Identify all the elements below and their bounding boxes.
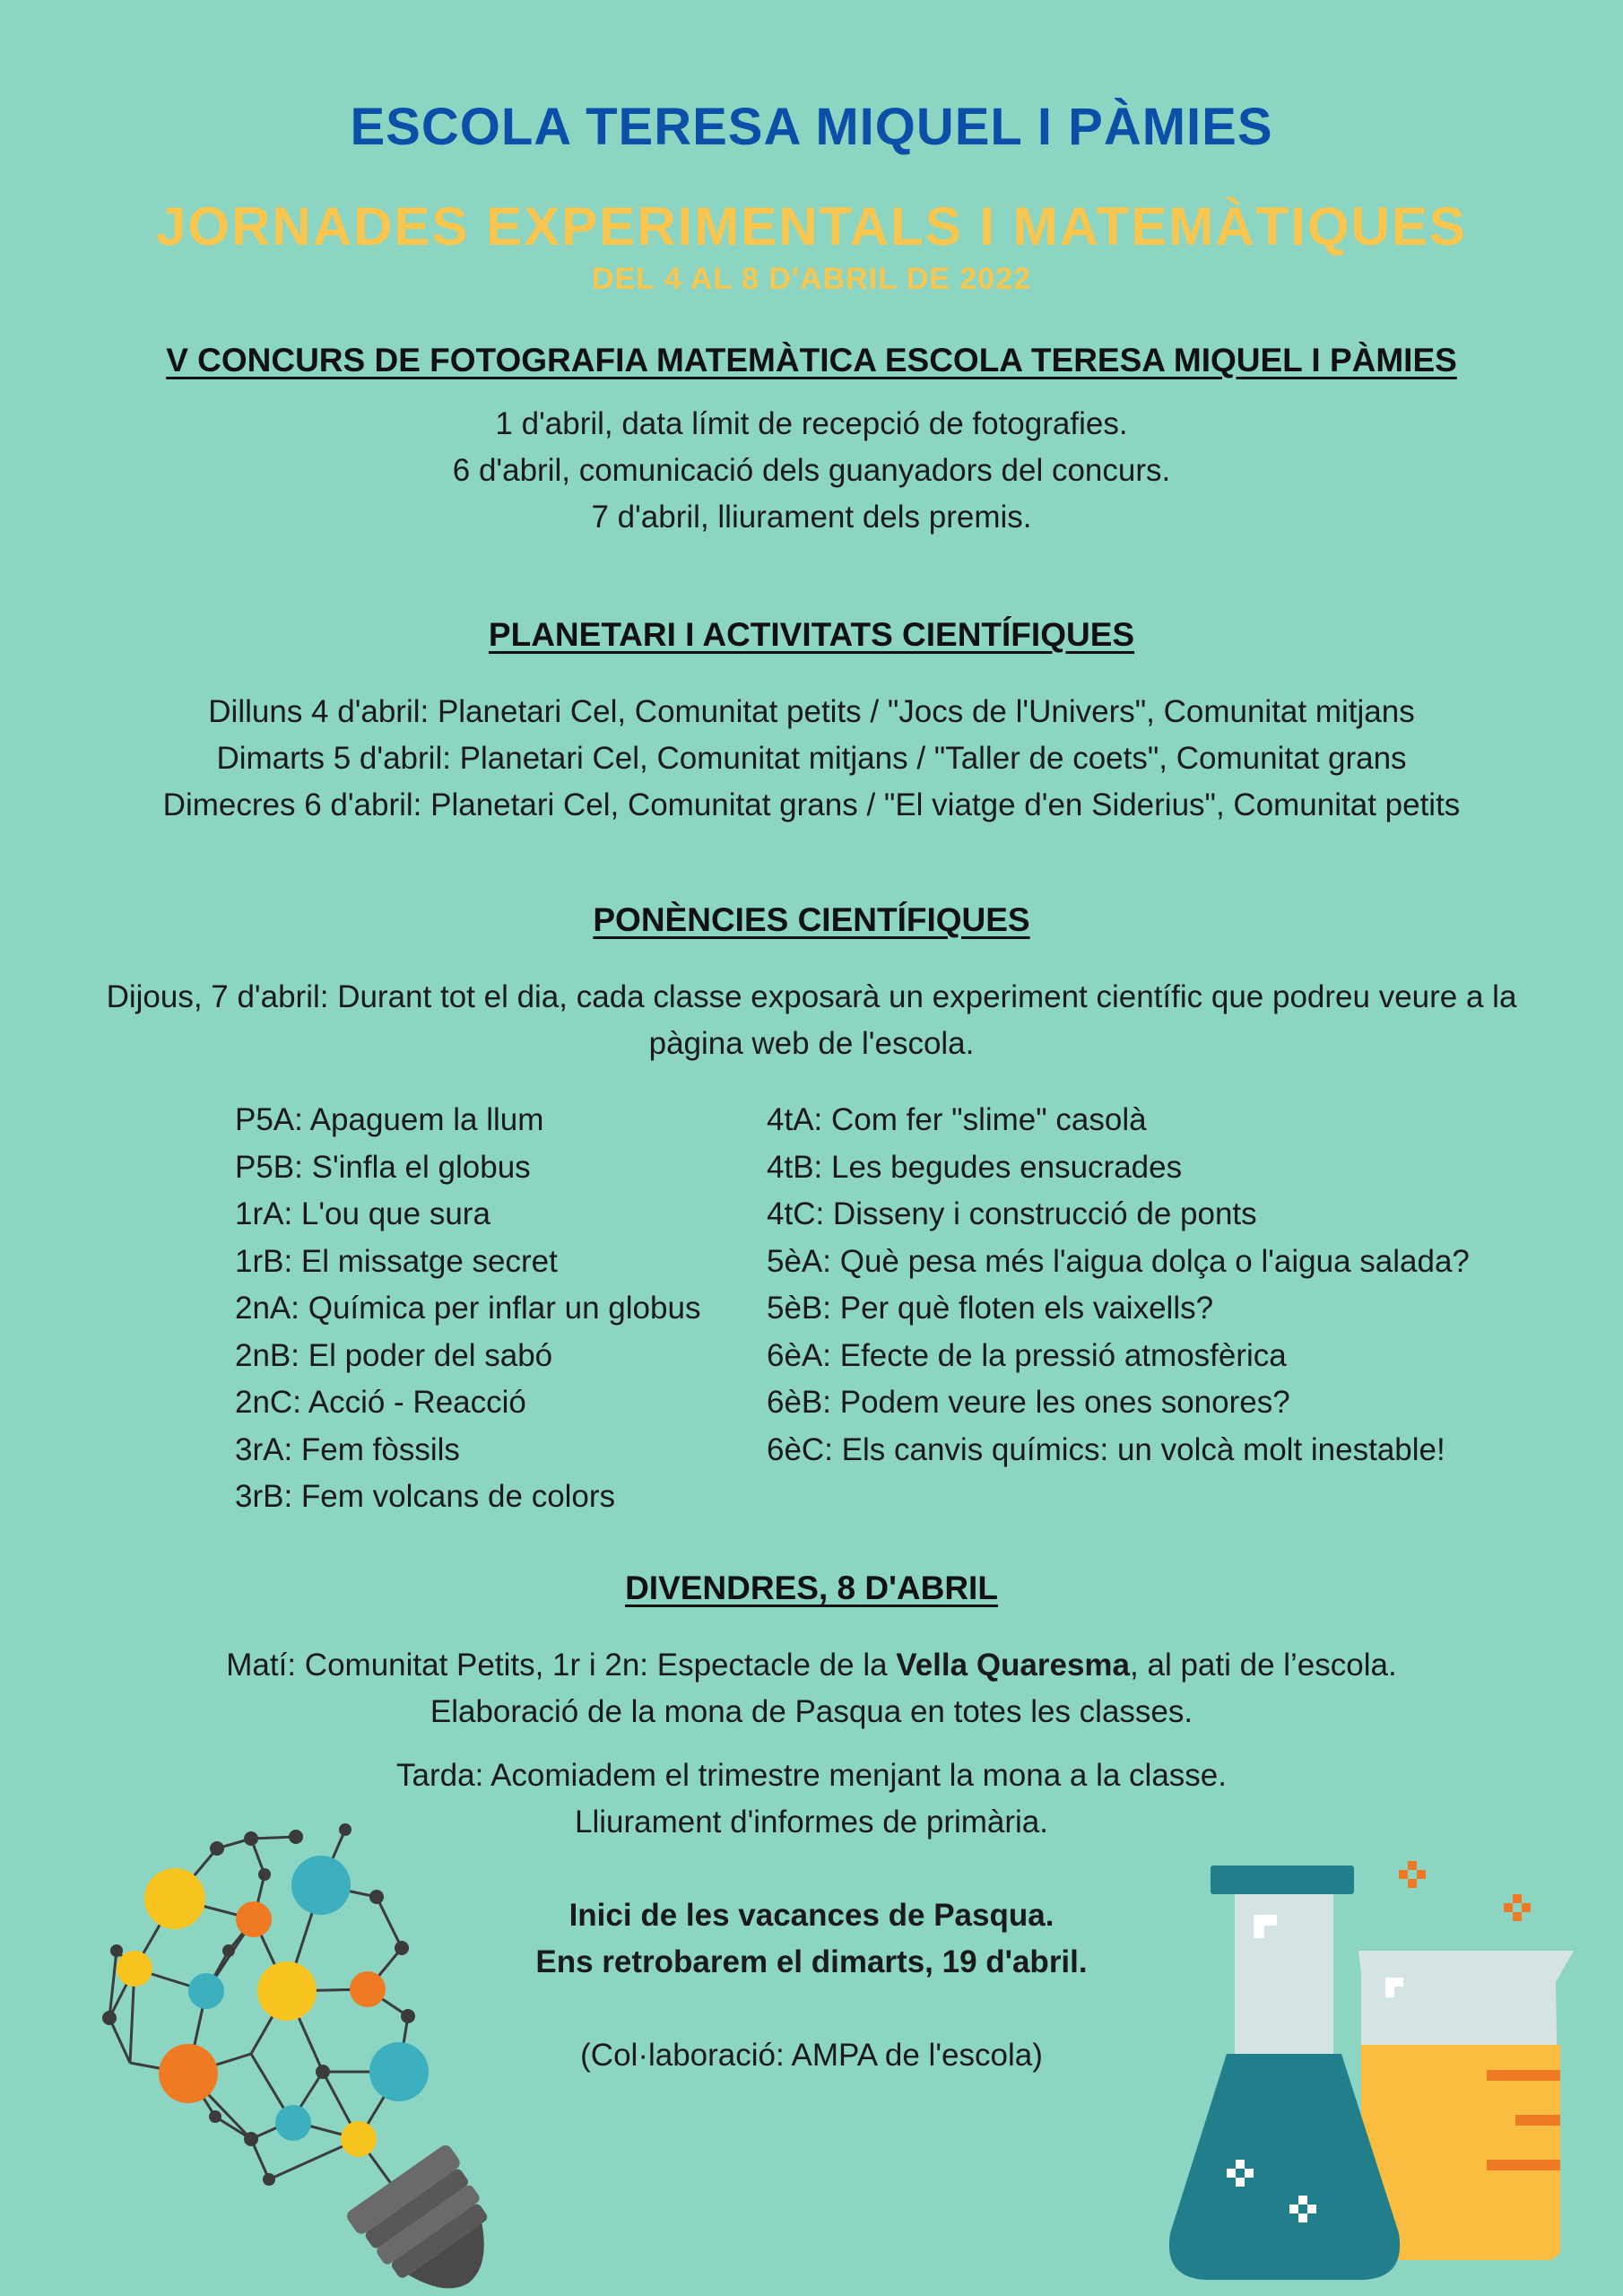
talk-item: 2nB: El poder del sabó	[235, 1337, 553, 1373]
talk-item: P5B: S'infla el globus	[235, 1149, 531, 1185]
planetarium-line: Dilluns 4 d'abril: Planetari Cel, Comunitat petits / "Jocs de l'Univers", Comunitat mitjans	[208, 694, 1415, 729]
friday-morning-text: , al pati de l’escola.	[1130, 1648, 1397, 1683]
talk-item: 4tC: Disseny i construcció de ponts	[767, 1196, 1257, 1231]
holidays-line2: Ens retrobarem el dimarts, 19 d'abril.	[535, 1944, 1088, 1979]
talk-item: 6èB: Podem veure les ones sonores?	[767, 1385, 1290, 1420]
holidays-line1: Inici de les vacances de Pasqua.	[568, 1898, 1055, 1933]
event-title: JORNADES EXPERIMENTALS I MATEMÀTIQUES	[156, 196, 1467, 257]
talk-item: 1rB: El missatge secret	[235, 1243, 558, 1279]
talk-item: P5A: Apaguem la llum	[235, 1102, 544, 1137]
talks-right-column	[767, 1097, 1470, 1474]
talk-item: 2nA: Química per inflar un globus	[235, 1291, 701, 1326]
photo-contest-line: 6 d'abril, comunicació dels guanyadors del concurs.	[452, 453, 1171, 488]
planetarium-line: Dimarts 5 d'abril: Planetari Cel, Comunitat mitjans / "Taller de coets", Comunitat grans	[216, 741, 1407, 776]
talk-item: 4tA: Com fer "slime" casolà	[767, 1102, 1147, 1137]
school-name: ESCOLA TERESA MIQUEL I PÀMIES	[350, 98, 1273, 156]
talk-item: 3rB: Fem volcans de colors	[235, 1479, 616, 1514]
talks-intro: Dijous, 7 d'abril: Durant tot el dia, cada classe exposarà un experiment científic que podreu veure a la pàgina web de l'escola.	[106, 979, 1517, 1061]
friday-morning-text: Matí: Comunitat Petits, 1r i 2n: Espectacle de la	[226, 1648, 897, 1683]
talk-item: 5èB: Per què floten els vaixells?	[767, 1291, 1214, 1326]
lab-flasks-icon	[1148, 1848, 1596, 2296]
talk-item: 1rA: L'ou que sura	[235, 1196, 490, 1231]
talk-item: 6èC: Els canvis químics: un volcà molt inestable!	[767, 1431, 1445, 1467]
friday-morning-line2: Elaboració de la mona de Pasqua en totes les classes.	[430, 1694, 1193, 1729]
talk-item: 5èA: Què pesa més l'aigua dolça o l'aigua salada?	[767, 1243, 1470, 1279]
friday-afternoon-line2: Lliurament d'informes de primària.	[574, 1805, 1048, 1839]
photo-contest-title: V CONCURS DE FOTOGRAFIA MATEMÀTICA ESCOLA TERESA MIQUEL I PÀMIES	[166, 342, 1457, 378]
talk-item: 6èA: Efecte de la pressió atmosfèrica	[767, 1337, 1287, 1373]
talks-title: PONÈNCIES CIENTÍFIQUES	[593, 901, 1030, 938]
event-dates: DEL 4 AL 8 D'ABRIL DE 2022	[591, 262, 1032, 296]
friday-morning-highlight: Vella Quaresma	[896, 1648, 1131, 1683]
lightbulb-network-icon	[90, 1812, 520, 2296]
talk-item: 3rA: Fem fòssils	[235, 1431, 460, 1467]
photo-contest-line: 1 d'abril, data límit de recepció de fotografies.	[495, 406, 1128, 441]
photo-contest-line: 7 d'abril, lliurament dels premis.	[591, 500, 1032, 535]
planetarium-line: Dimecres 6 d'abril: Planetari Cel, Comunitat grans / "El viatge d'en Siderius", Comunitat petits	[162, 787, 1461, 822]
collaboration-note: (Col·laboració: AMPA de l'escola)	[580, 2038, 1043, 2073]
talks-left-column	[235, 1097, 700, 1521]
talk-item: 2nC: Acció - Reacció	[235, 1385, 526, 1420]
friday-morning	[0, 1642, 1623, 1689]
planetarium-title: PLANETARI I ACTIVITATS CIENTÍFIQUES	[488, 616, 1135, 653]
friday-afternoon-line1: Tarda: Acomiadem el trimestre menjant la mona a la classe.	[396, 1758, 1227, 1793]
talk-item: 4tB: Les begudes ensucrades	[767, 1149, 1183, 1185]
friday-title: DIVENDRES, 8 D'ABRIL	[625, 1570, 998, 1606]
